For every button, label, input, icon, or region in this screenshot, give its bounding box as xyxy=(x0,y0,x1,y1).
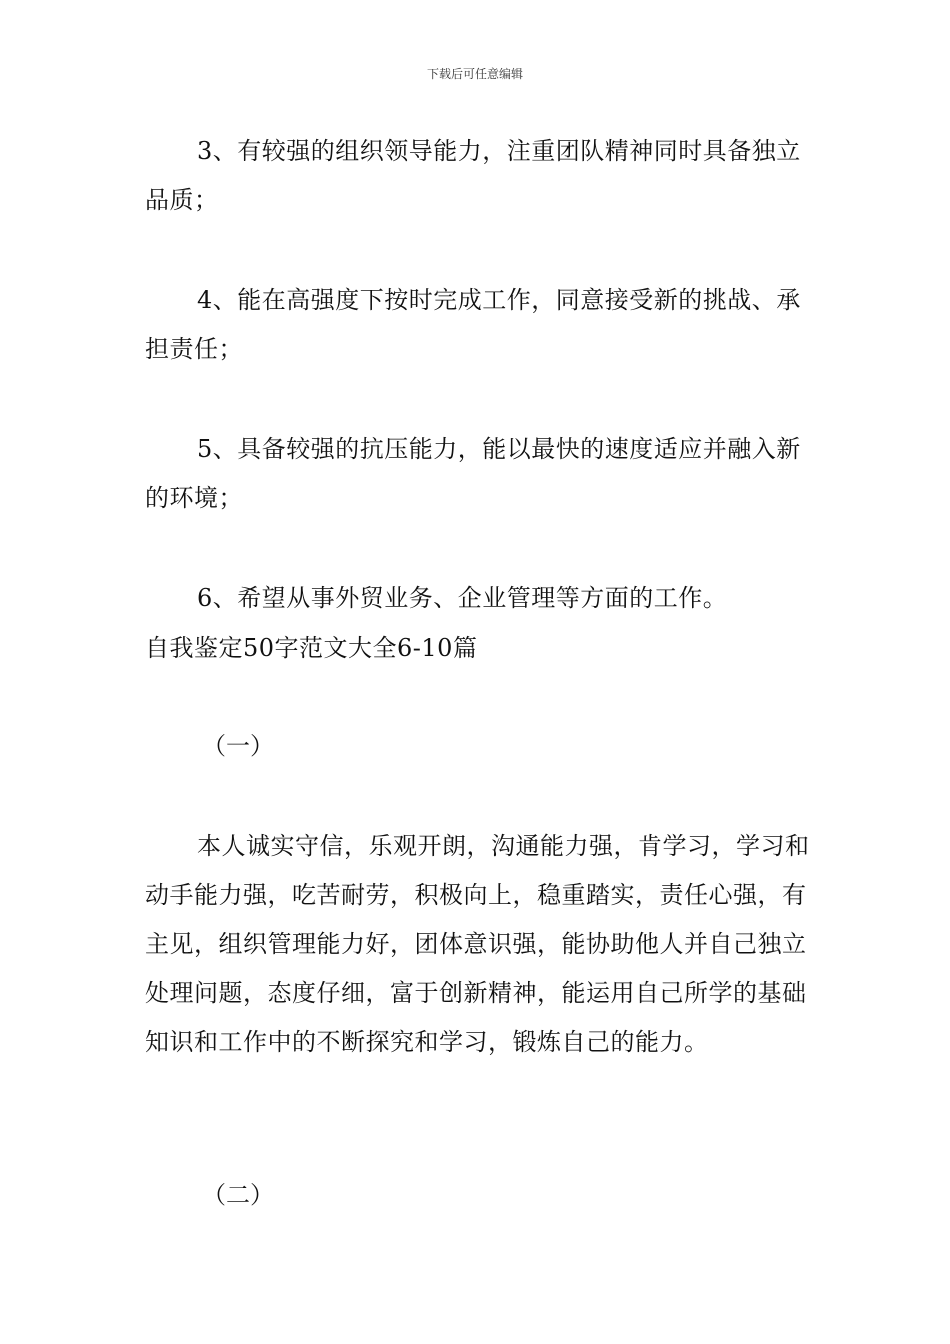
section-label-2: （二） xyxy=(202,1181,274,1209)
list-item-5: 5、具备较强的抗压能力，能以最快的速度适应并融入新的环境； xyxy=(145,435,801,512)
section-label-1: （一） xyxy=(202,732,274,760)
list-item-6: 6、希望从事外贸业务、企业管理等方面的工作。 xyxy=(197,584,728,612)
article-title: 自我鉴定50字范文大全6-10篇 xyxy=(145,634,478,662)
section-body-1: 本人诚实守信，乐观开朗，沟通能力强，肯学习，学习和动手能力强，吃苦耐劳，积极向上，稳重踏实，责任心强，有主见，组织管理能力好，团体意识强，能协助他人并自己独立处理问题，态度仔细，富于创新精神，能运用自己所学的基础知识和工作中的不断探究和学习，锻炼自己的能力。 xyxy=(145,832,810,1056)
list-item-3: 3、有较强的组织领导能力，注重团队精神同时具备独立品质； xyxy=(145,137,801,214)
list-item-4: 4、能在高强度下按时完成工作，同意接受新的挑战、承担责任； xyxy=(145,286,801,363)
page-header-note: 下载后可任意编辑 xyxy=(426,67,523,81)
